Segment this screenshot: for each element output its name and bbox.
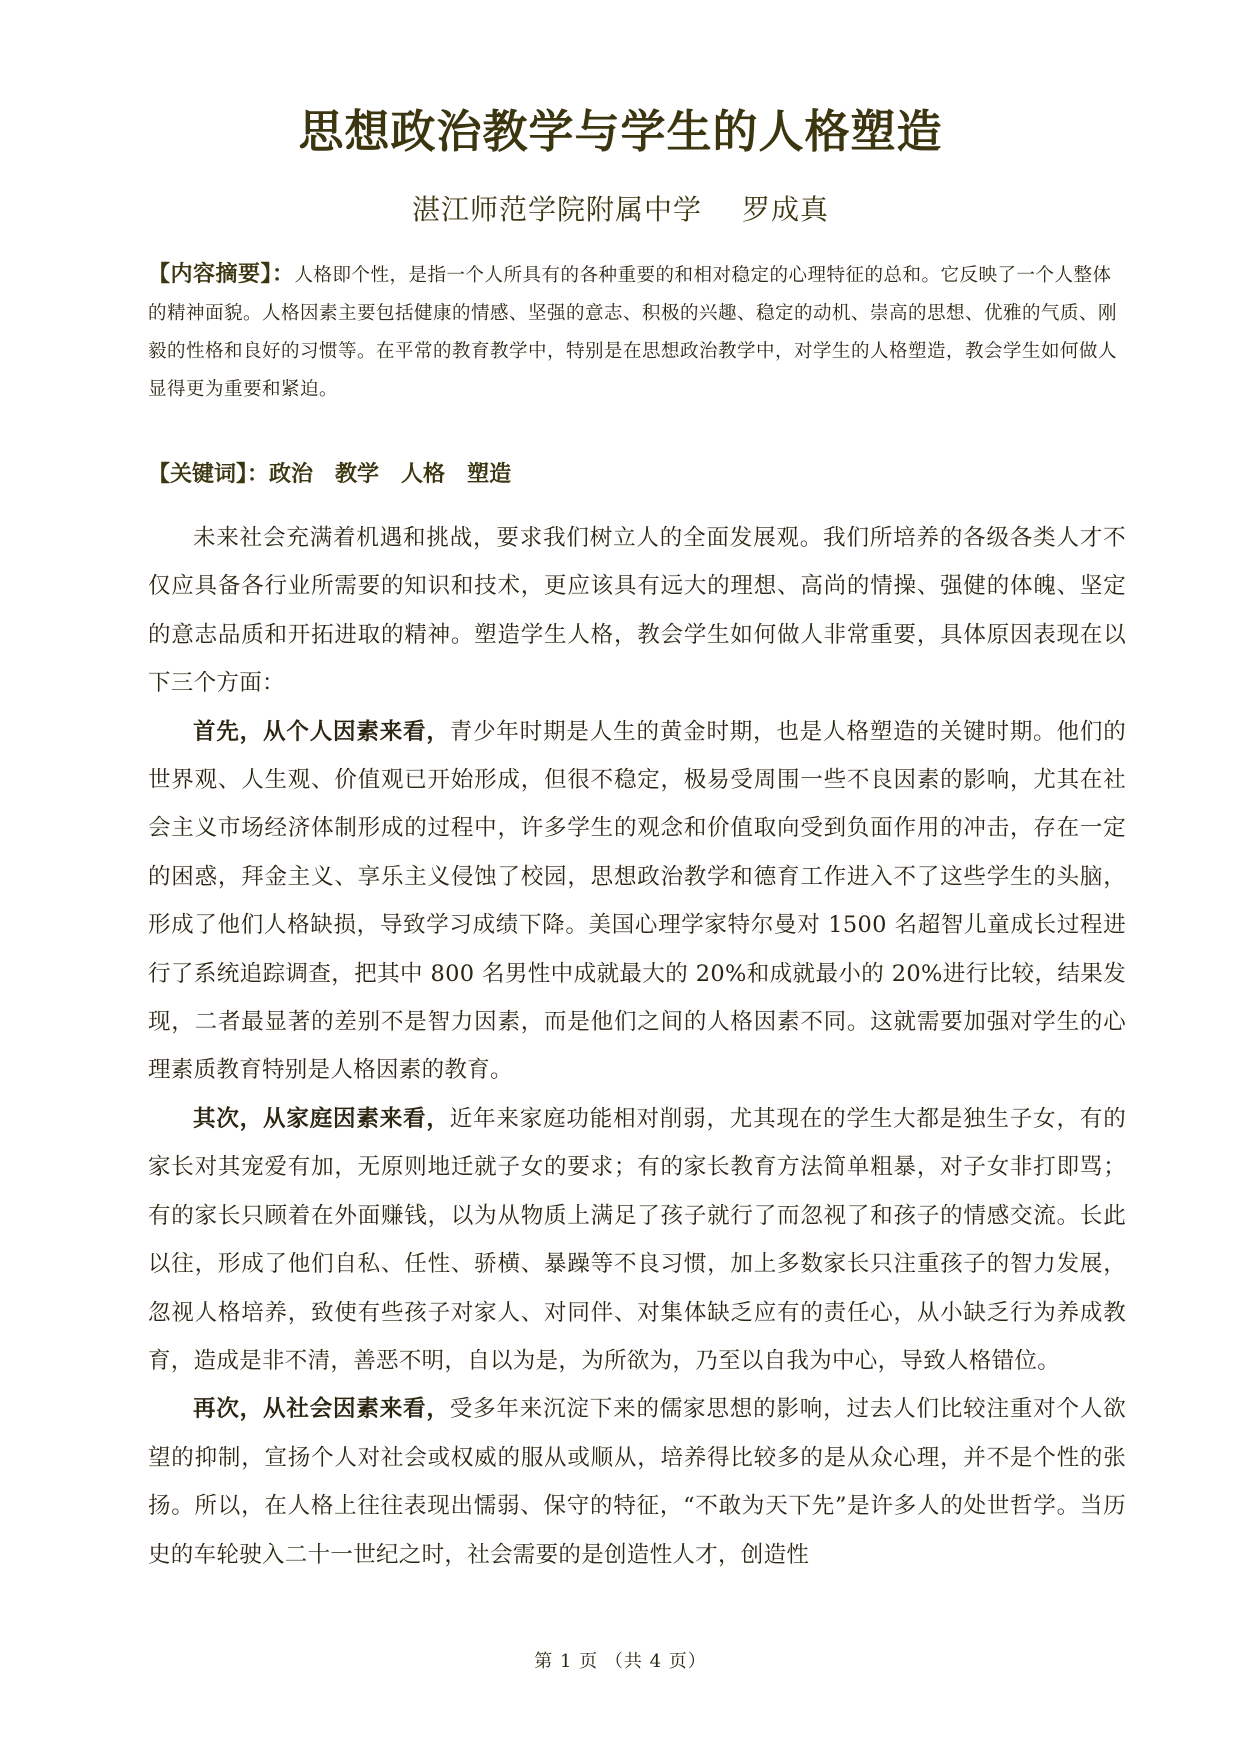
paragraph-lead: 首先，从个人因素来看， bbox=[193, 718, 450, 745]
keyword: 政治 bbox=[269, 462, 314, 487]
keyword: 塑造 bbox=[467, 462, 512, 487]
page-number-footer: 第 1 页 （共 4 页） bbox=[534, 1651, 707, 1672]
paragraph-text: 青少年时期是人生的黄金时期，也是人格塑造的关键时期。他们的世界观、人生观、价值观已开始形成，但很不稳定，极易受周围一些不良因素的影响，尤其在社会主义市场经济体制形成的过程中，许多学生的观念和价值取向受到负面作用的冲击，存在一定的困惑，拜金主义、享乐主义侵蚀了校园，思想政治教学和德育工作进入不了这些学生的头脑，形成了他们人格缺损，导致学习成绩下降。美国心理学家特尔曼对 1500 名超智儿童成长过程进行了系统追踪调查，把其中 800 名男性中成就最大的 20%和成就最小的 20%进行比较，结果发现，二者最显著的差别不是智力因素，而是他们之间的人格因素不同。这就需要加强对学生的心理素质教育特别是人格因素的教育。 bbox=[148, 718, 1127, 1084]
abstract bbox=[148, 256, 1120, 409]
author-affiliation: 湛江师范学院附属中学 bbox=[411, 193, 702, 226]
paragraph-social-factors bbox=[148, 1385, 1126, 1579]
keywords-label: 【关键词】： bbox=[148, 462, 270, 487]
page-title: 思想政治教学与学生的人格塑造 bbox=[298, 105, 943, 158]
keywords bbox=[148, 457, 1120, 488]
paragraph-personal-factors bbox=[148, 708, 1126, 1095]
paragraph-family-factors bbox=[148, 1095, 1126, 1385]
body-text bbox=[148, 514, 1126, 1579]
paragraph-text: 未来社会充满着机遇和挑战，要求我们树立人的全面发展观。我们所培养的各级各类人才不仅应具备各行业所需要的知识和技术，更应该具有远大的理想、高尚的情操、强健的体魄、坚定的意志品质和开拓进取的精神。塑造学生人格，教会学生如何做人非常重要，具体原因表现在以下三个方面： bbox=[148, 525, 1126, 697]
abstract-label: 【内容摘要】： bbox=[148, 262, 295, 287]
paragraph-text: 近年来家庭功能相对削弱，尤其现在的学生大都是独生子女，有的家长对其宠爱有加，无原则地迁就子女的要求；有的家长教育方法简单粗暴，对子女非打即骂；有的家长只顾着在外面赚钱，以为从物质上满足了孩子就行了而忽视了和孩子的情感交流。长此以往，形成了他们自私、任性、骄横、暴躁等不良习惯，加上多数家长只注重孩子的智力发展，忽视人格培养，致使有些孩子对家人、对同伴、对集体缺乏应有的责任心，从小缺乏行为养成教育，造成是非不清，善恶不明，自以为是，为所欲为，乃至以自我为中心，导致人格错位。 bbox=[148, 1105, 1127, 1374]
author-name: 罗成真 bbox=[742, 193, 830, 226]
abstract-text: 人格即个性，是指一个人所具有的各种重要的和相对稳定的心理特征的总和。它反映了一个人整体的精神面貌。人格因素主要包括健康的情感、坚强的意志、积极的兴趣、稳定的动机、崇高的思想、优雅的气质、刚毅的性格和良好的习惯等。在平常的教育教学中，特别是在思想政治教学中，对学生的人格塑造，教会学生如何做人显得更为重要和紧迫。 bbox=[148, 265, 1118, 400]
paragraph-lead: 其次，从家庭因素来看， bbox=[193, 1105, 450, 1132]
keyword: 教学 bbox=[335, 462, 380, 487]
paragraph-intro bbox=[148, 514, 1126, 708]
keyword: 人格 bbox=[401, 462, 446, 487]
author-line bbox=[0, 188, 1241, 228]
paragraph-lead: 再次，从社会因素来看， bbox=[193, 1396, 450, 1423]
paragraph-text: 受多年来沉淀下来的儒家思想的影响，过去人们比较注重对个人欲望的抑制，宣扬个人对社会或权威的服从或顺从，培养得比较多的是从众心理，并不是个性的张扬。所以，在人格上往往表现出懦弱、保守的特征，“不敢为天下先”是许多人的处世哲学。当历史的车轮驶入二十一世纪之时，社会需要的是创造性人才，创造性 bbox=[148, 1396, 1127, 1568]
